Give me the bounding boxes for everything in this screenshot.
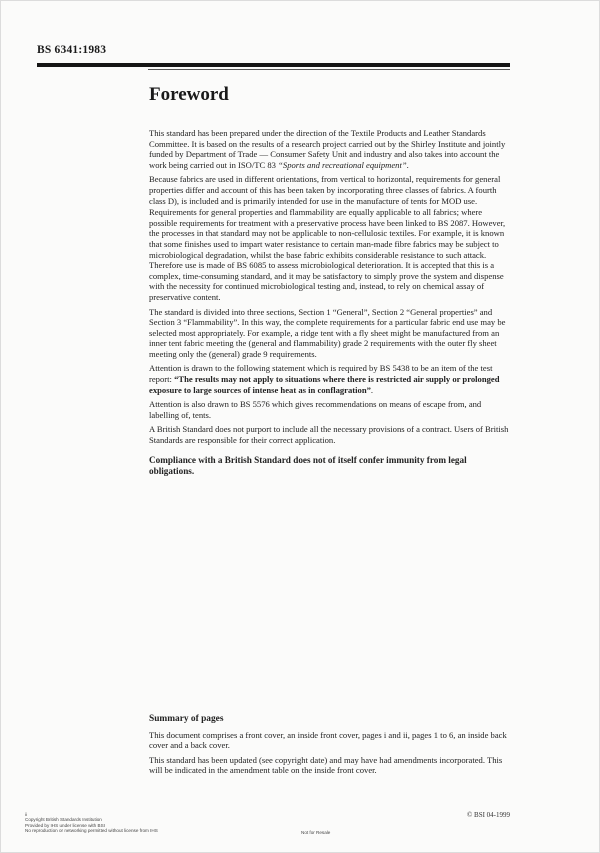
page-title: Foreword	[149, 84, 229, 105]
paragraph-text-end: .	[406, 159, 409, 170]
summary-paragraph: This document comprises a front cover, an inside front cover, pages i and ii, pages 1 to 6, an inside back cover and a back cover.	[149, 729, 507, 751]
paragraph-attention-bs5576: Attention is also drawn to BS 5576 which gives recommendations on means of escape from, and labelling of, tents.	[149, 399, 482, 420]
paragraph-text: Attention is drawn to the following statement which is required by BS 5438 to be an item of the test report:	[149, 363, 493, 385]
copyright-line: Copyright British Standards Institution	[25, 817, 102, 823]
not-for-resale: Not for Resale	[301, 830, 331, 835]
paragraph-attention-bs5438	[149, 363, 511, 395]
paragraph-fabric-classes: Because fabrics are used in different orientations, from vertical to horizontal, requirements for general properties differ and account of this has been taken by incorporating three classes of fabrics. A fourth class D), is included and is primarily intended for use in the manufacture of tents for MOD use.	[149, 174, 501, 206]
summary-heading: Summary of pages	[149, 714, 224, 724]
paragraph-committee	[149, 128, 511, 170]
paragraph-sections: The standard is divided into three sections, Section 1 “General”, Section 2 “General properties” and Section 3 “Flammability”. In this way, the complete requirements for a particular fabric end use may be selected most appropriately. For example, a ridge tent with a fly sheet might be manufactured from an inner tent fabric meeting the (general and flammability) grade 2 requirements with the outer fly sheet meeting only the (general) grade 9 requirements.	[149, 306, 506, 359]
paragraph-emphasis: “Sports and recreational equipment”	[278, 159, 407, 170]
header-rule	[37, 63, 510, 67]
paragraph-text: This standard has been prepared under the direction of the Textile Products and Leather Standards Committee. It is based on the results of a research project carried out by the Shirley Institute and jointly funded by Department of Trade — Consumer Safety Unit and industry and also takes into account the work being carried out in ISO/TC 83	[149, 128, 506, 170]
page-number: ii	[25, 812, 28, 817]
copyright-line: Provided by IHS under license with BSI	[25, 822, 105, 828]
bsi-date: © BSI 04-1999	[466, 811, 510, 819]
foreword-body	[149, 128, 511, 482]
header-rule-thin	[148, 69, 510, 70]
paragraph-text-end: .	[370, 384, 374, 395]
footer-copyright	[25, 812, 158, 834]
compliance-statement: Compliance with a British Standard does not of itself confer immunity from legal obligations.	[149, 454, 467, 477]
summary-paragraph: This standard has been updated (see copyright date) and may have had amendments incorporated. This will be indicated in the amendment table on the inside front cover.	[149, 754, 503, 776]
paragraph-contract: A British Standard does not purport to include all the necessary provisions of a contract. Users of British Standards are responsible for their correct application.	[149, 424, 509, 446]
summary-of-pages	[149, 714, 511, 780]
copyright-line: No reproduction or networking permitted without license from IHS	[25, 828, 158, 834]
paragraph-requirements: Requirements for general properties and flammability are equally applicable to all fabrics; where possible requirements for treatment with a preservative process have been linked to BS 2087. However, the processes in that standard may not be applicable to non-cellulosic textiles. For example, it is known that some finishes used to impart water resistance to certain man-made fibre fabrics may be subject to microbiological degradation, whilst the base fabric exhibits considerable resistance to such attack. Therefore use is made of BS 6085 to assess microbiological deterioration. It is accepted that this is a complex, time-consuming standard, and it may be satisfactory to simply prove the system and dispense with the necessity for continued microbiological testing and, instead, to rely on chemical assay of preservative content.	[149, 207, 506, 302]
document-id: BS 6341:1983	[37, 44, 107, 56]
paragraph-statement: “The results may not apply to situations where there is restricted air supply or prolonged exposure to large sources of intense heat as in conflagration”	[149, 374, 500, 395]
